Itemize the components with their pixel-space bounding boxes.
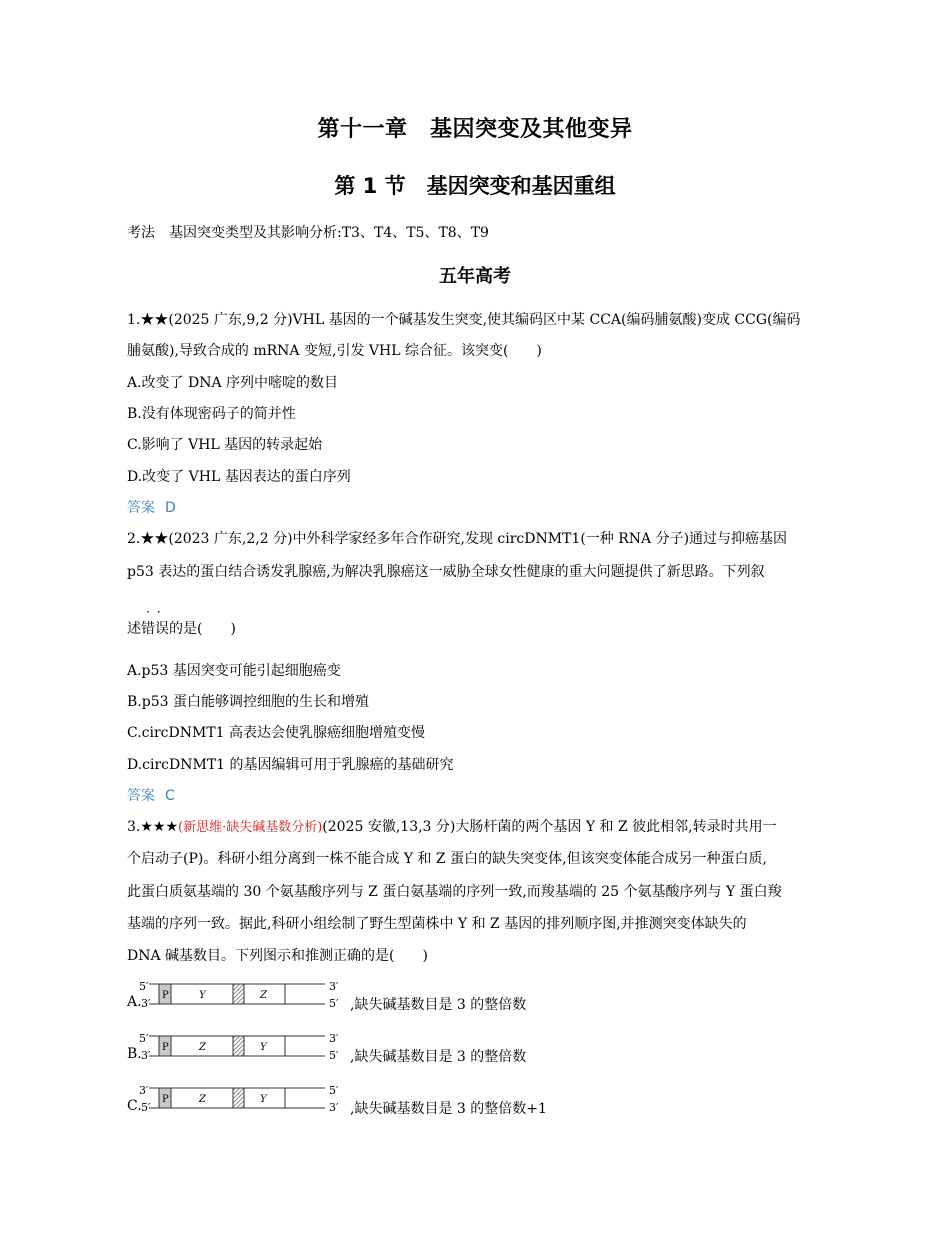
- q2-emphasis-dots: ··: [146, 605, 168, 619]
- q3-stem-line4: 基端的序列一致。据此,科研小组绘制了野生型菌株中 Y 和 Z 基因的排列顺序图,并推测突变体缺失的: [127, 916, 747, 932]
- chapter-title: 第十一章 基因突变及其他变异: [317, 117, 633, 142]
- q3-a-bottom-left-end: 3′: [141, 997, 151, 1010]
- q3-c-bottom-right-end: 3′: [329, 1101, 339, 1114]
- q3-a-gene-first-label: Y: [199, 990, 206, 1001]
- q2-stem-line2: p53 表达的蛋白结合诱发乳腺癌,为解决乳腺癌这一威胁全球女性健康的重大问题提供了新思路。下列叙: [127, 564, 765, 580]
- q3-a-top-left-end: 5′: [139, 980, 149, 993]
- q3-option-b-diagram: [139, 1030, 359, 1070]
- q3-stem-line3: 此蛋白质氨基端的 30 个氨基酸序列与 Z 蛋白氨基端的序列一致,而羧基端的 25 个氨基酸序列与 Y 蛋白羧: [127, 884, 782, 900]
- q2-answer-value: C: [165, 788, 175, 804]
- q3-a-spacer-hatched: [233, 984, 244, 1004]
- q3-stem-line1-rest: (2025 安徽,13,3 分)大肠杆菌的两个基因 Y 和 Z 彼此相邻,转录时共用一: [322, 819, 777, 835]
- q2-answer: [127, 786, 175, 806]
- q3-option-b-letter: B.: [127, 1046, 142, 1062]
- q1-answer: [127, 498, 176, 518]
- q1-answer-value: D: [165, 500, 176, 516]
- q2-option-d: D.circDNMT1 的基因编辑可用于乳腺癌的基础研究: [127, 757, 454, 773]
- q3-stem-line5: DNA 碱基数目。下列图示和推测正确的是( ): [127, 948, 428, 964]
- q2-stem-line3: 述错误的是( ): [127, 621, 236, 637]
- q3-option-c-text: ,缺失碱基数目是 3 的整倍数+1: [350, 1101, 547, 1117]
- q3-a-top-right-end: 3′: [329, 980, 339, 993]
- q3-c-promoter-label: P: [162, 1094, 169, 1105]
- q3-c-gene-first-label: Z: [199, 1094, 206, 1105]
- q1-answer-label: 答案: [127, 500, 155, 516]
- q3-option-c-diagram: [139, 1082, 359, 1122]
- q3-b-bottom-right-end: 5′: [329, 1049, 339, 1062]
- q3-prefix: 3.★★★: [127, 819, 179, 835]
- q3-c-gene-second-label: Y: [260, 1094, 267, 1105]
- q1-option-b: B.没有体现密码子的简并性: [127, 406, 296, 422]
- q3-option-c-letter: C.: [127, 1098, 142, 1114]
- q3-c-top-right-end: 5′: [329, 1084, 339, 1097]
- q1-option-c: C.影响了 VHL 基因的转录起始: [127, 437, 323, 453]
- q3-b-gene-first-label: Z: [199, 1042, 206, 1053]
- q3-b-promoter-label: P: [162, 1042, 169, 1053]
- method-line: 考法 基因突变类型及其影响分析:T3、T4、T5、T8、T9: [127, 225, 489, 241]
- q1-option-d: D.改变了 VHL 基因表达的蛋白序列: [127, 469, 351, 485]
- q3-option-a-text: ,缺失碱基数目是 3 的整倍数: [350, 997, 527, 1013]
- q3-b-top-right-end: 3′: [329, 1032, 339, 1045]
- q1-stem-line1: 1.★★(2025 广东,9,2 分)VHL 基因的一个碱基发生突变,使其编码区中某 CCA(编码脯氨酸)变成 CCG(编码: [127, 312, 801, 328]
- subsection-title: 五年高考: [439, 266, 511, 287]
- q3-b-gene-second-label: Y: [260, 1042, 267, 1053]
- section-title: 第 1 节 基因突变和基因重组: [334, 174, 616, 198]
- q3-b-bottom-left-end: 3′: [141, 1049, 151, 1062]
- q2-option-b: B.p53 蛋白能够调控细胞的生长和增殖: [127, 694, 369, 710]
- q3-b-top-left-end: 5′: [139, 1032, 149, 1045]
- q3-stem-line2: 个启动子(P)。科研小组分离到一株不能合成 Y 和 Z 蛋白的缺失突变体,但该突变体能合成另一种蛋白质,: [127, 851, 768, 867]
- q3-c-top-left-end: 3′: [139, 1084, 149, 1097]
- q3-tag: (新思维·缺失碱基数分析): [178, 820, 323, 835]
- q1-stem-line2: 脯氨酸),导致合成的 mRNA 变短,引发 VHL 综合征。该突变( ): [127, 343, 542, 359]
- q3-c-bottom-left-end: 5′: [141, 1101, 151, 1114]
- q3-b-spacer-hatched: [233, 1036, 244, 1056]
- q3-option-a-letter: A.: [127, 994, 142, 1010]
- q3-c-spacer-hatched: [233, 1088, 244, 1108]
- q3-a-bottom-right-end: 5′: [329, 997, 339, 1010]
- q2-option-c: C.circDNMT1 高表达会使乳腺癌细胞增殖变慢: [127, 725, 426, 741]
- q3-option-a-diagram: [139, 978, 359, 1018]
- q3-a-promoter-label: P: [162, 990, 169, 1001]
- q3-a-gene-second-label: Z: [260, 990, 267, 1001]
- q2-answer-label: 答案: [127, 788, 155, 804]
- q2-stem-line1: 2.★★(2023 广东,2,2 分)中外科学家经多年合作研究,发现 circDNMT1(一种 RNA 分子)通过与抑癌基因: [127, 531, 788, 547]
- q2-option-a: A.p53 基因突变可能引起细胞癌变: [127, 663, 341, 679]
- q1-option-a: A.改变了 DNA 序列中嘧啶的数目: [127, 375, 339, 391]
- q3-option-b-text: ,缺失碱基数目是 3 的整倍数: [350, 1049, 527, 1065]
- q3-stem-line1: [127, 817, 777, 838]
